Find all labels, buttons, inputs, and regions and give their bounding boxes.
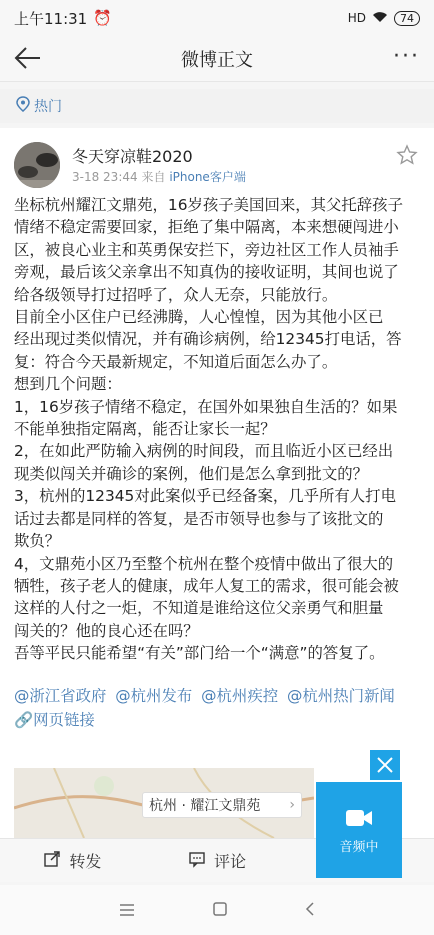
- signal-icon: HD: [347, 11, 366, 25]
- avatar[interactable]: [14, 142, 60, 188]
- mention-link[interactable]: @杭州疾控: [201, 687, 279, 705]
- link-icon: 🔗: [14, 711, 34, 729]
- post-meta: [72, 168, 246, 185]
- repost-button[interactable]: [0, 849, 145, 872]
- post-from: 来自: [141, 170, 166, 184]
- back-icon[interactable]: [305, 901, 315, 920]
- audio-float-label: 音频中: [339, 839, 379, 855]
- location-map-card[interactable]: [14, 768, 314, 838]
- comment-button[interactable]: [145, 849, 290, 872]
- chevron-right-icon: ›: [289, 797, 295, 813]
- location-label: [142, 792, 302, 818]
- star-icon[interactable]: [396, 144, 418, 166]
- page-title: 微博正文: [181, 49, 253, 71]
- web-link[interactable]: [14, 708, 424, 732]
- post-username[interactable]: 冬天穿凉鞋2020: [72, 147, 193, 166]
- post-body: 坐标杭州耀江文鼎苑，16岁孩子美国回来，其父托辞孩子 情绪不稳定需要回家，拒绝了集中隔离，本来想硬闯进小 区，被良心业主和英勇保安拦下，旁边社区工作人员袖手 旁观，最后该父亲拿出不知真伪的接收证明，其间也说了 给各级领导打过招呼了，众人无奈，只能放行。 目前全小区住户已经沸腾，人心惶惶，因为其他小区已 经出现过类似情况，并有确诊病例，给12345打电话，答 复：符合今天最新规定，不知道后面怎么办了。 想到几个问题： 1，16岁孩子情绪不稳定，在国外如果独自生活的？如果 不能单独指定隔离，能否让家长一起？ 2，在如此严防输入病例的时间段，而且临近小区已经出 现类似闯关并确诊的案例，他们是怎么拿到批文的？ 3，杭州的12345对此案似乎已经备案，几乎所有人打电 话过去都是同样的答复，是否市领导也参与了该批文的 欺负？ 4，文鼎苑小区乃至整个杭州在整个疫情中做出了很大的 牺牲，孩子老人的健康，成年人复工的需求，很可能会被 这样的人付之一炬，不知道是谁给这位父亲勇气和胆量 闯关的？他的良心还在吗？ 吾等平民只能希望“有关”部门给一个“满意”的答复了。: [14, 196, 403, 663]
- post-time: 3-18 23:44: [72, 170, 138, 184]
- top-navbar: [0, 36, 434, 82]
- hot-label: 热门: [34, 99, 62, 115]
- video-call-icon: [344, 806, 374, 830]
- mention-link[interactable]: @杭州热门新闻: [287, 687, 395, 705]
- status-bar: [0, 0, 434, 36]
- mention-link[interactable]: @杭州发布: [115, 687, 193, 705]
- repost-label: 转发: [69, 852, 102, 871]
- location-text: 杭州 · 耀江文鼎苑: [149, 798, 261, 814]
- alarm-icon: ⏰: [93, 9, 112, 27]
- repost-icon: [43, 850, 61, 872]
- mention-link[interactable]: @浙江省政府: [14, 687, 107, 705]
- hot-tag[interactable]: [0, 89, 434, 123]
- close-float-button[interactable]: [370, 750, 400, 780]
- system-navbar: [0, 885, 434, 935]
- post-source[interactable]: iPhone客户端: [169, 170, 246, 184]
- home-icon[interactable]: [213, 901, 227, 920]
- status-time: 上午11:31: [14, 9, 88, 28]
- comment-label: 评论: [214, 852, 247, 871]
- status-icons: [348, 11, 420, 26]
- post-mentions: [14, 684, 424, 732]
- more-options-icon[interactable]: ···: [393, 44, 420, 69]
- post-card: [0, 128, 434, 838]
- menu-icon[interactable]: [119, 901, 135, 920]
- back-arrow-icon[interactable]: [12, 42, 44, 74]
- wifi-icon: [372, 11, 388, 26]
- battery-icon: 74: [394, 11, 420, 26]
- location-pin-icon: [16, 96, 30, 116]
- audio-float-panel[interactable]: [316, 782, 402, 878]
- close-icon: [376, 756, 394, 774]
- comment-icon: [188, 850, 206, 872]
- web-link-label: 网页链接: [33, 711, 95, 729]
